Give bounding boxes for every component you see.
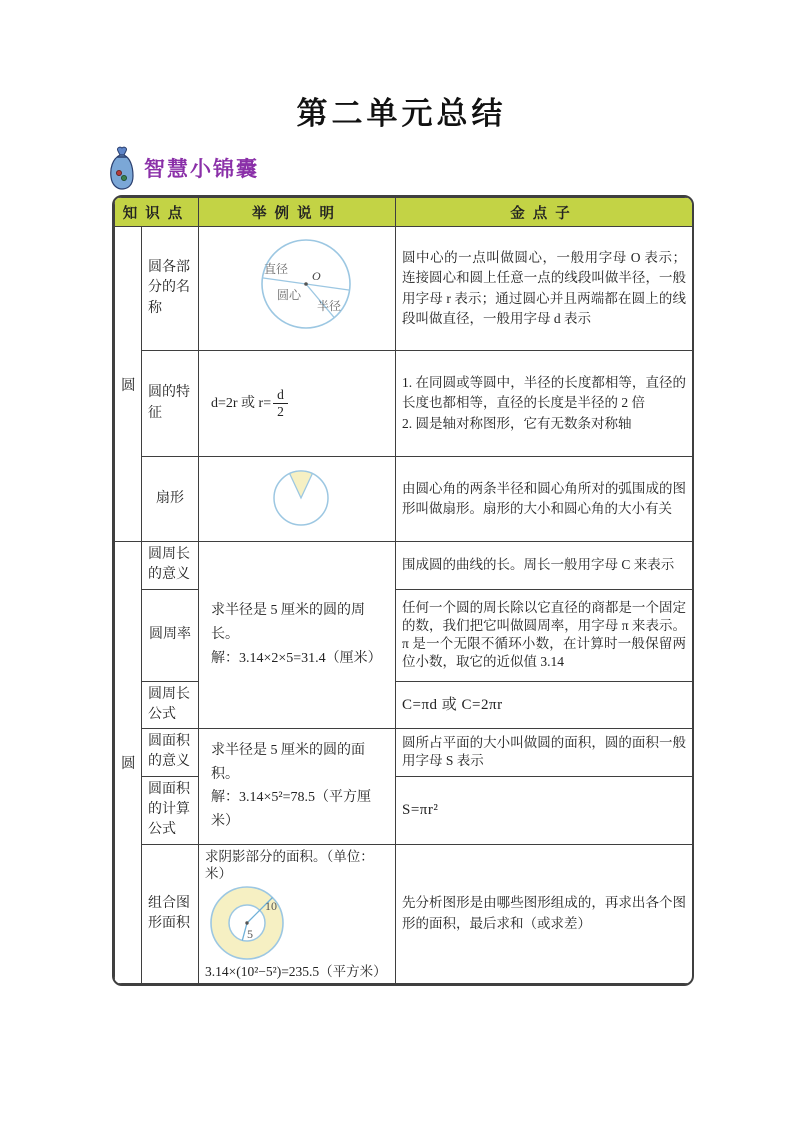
- tip-circle-feature: [396, 351, 693, 457]
- sector-shape: [290, 471, 313, 498]
- sector-diagram: [205, 460, 395, 533]
- tip-area-meaning: 圆所占平面的大小叫做圆的面积，圆的面积一般用字母 S 表示: [396, 729, 693, 777]
- tip-composite: 先分析图形是由哪些图形组成的，再求出各个图形的面积，最后求和（或求差）: [396, 844, 693, 984]
- group-circle-1: 圆: [115, 227, 142, 542]
- example-circle-feature: [199, 351, 396, 457]
- badge-label: 智慧小锦囊: [144, 158, 259, 181]
- annulus-diagram: [205, 884, 315, 962]
- topic-circle-parts: 圆各部分的名称: [142, 227, 199, 351]
- topic-circumference-meaning: 圆周长的意义: [142, 542, 199, 590]
- circle-parts-diagram-cell: [199, 227, 396, 351]
- feature-formula-left: d=2r 或 r=: [211, 395, 272, 411]
- tip-circle-feature-line1: 1. 在同圆或等圆中，半径的长度都相等，直径的长度也都相等，直径的长度是半径的 2 倍: [402, 375, 686, 411]
- wisdom-pouch-icon: [108, 145, 136, 191]
- feature-formula-fraction: [273, 388, 288, 419]
- fraction-denominator: 2: [273, 403, 288, 419]
- col-header-tips: 金点子: [396, 198, 693, 227]
- tip-circle-feature-line2: 2. 圆是轴对称图形，它有无数条对称轴: [402, 415, 632, 431]
- origin-label: O: [312, 269, 321, 283]
- outer-radius-label: 10: [265, 898, 277, 913]
- topic-circumference-formula: 圆周长公式: [142, 681, 199, 729]
- radius-label: 半径: [316, 299, 342, 313]
- topic-composite: 组合图形面积: [142, 844, 199, 984]
- diameter-label: 直径: [263, 262, 289, 276]
- topic-sector: 扇形: [142, 457, 199, 542]
- example-composite: [199, 844, 396, 984]
- example-area: [199, 729, 396, 844]
- sector-diagram-cell: [199, 457, 396, 542]
- tip-sector: 由圆心角的两条半径和圆心角所对的弧围成的图形叫做扇形。扇形的大小和圆心角的大小有关: [396, 457, 693, 542]
- topic-area-meaning: 圆面积的意义: [142, 729, 199, 777]
- example-circumference: [199, 542, 396, 729]
- circle-parts-diagram: [205, 230, 395, 342]
- example-area-line1: 求半径是 5 厘米的圆的面积。: [211, 742, 365, 782]
- example-area-line2: 解：3.14×5²=78.5（平方厘米）: [211, 790, 371, 830]
- wisdom-badge: [108, 146, 259, 190]
- inner-radius-label: 5: [247, 926, 253, 941]
- example-composite-solution: 3.14×(10²−5²)=235.5（平方米）: [205, 963, 387, 979]
- center-label: 圆心: [276, 288, 302, 302]
- example-circumference-line2: 解：3.14×2×5=31.4（厘米）: [211, 650, 382, 666]
- col-header-example: 举例说明: [199, 198, 396, 227]
- topic-area-formula: 圆面积的计算公式: [142, 776, 199, 844]
- annulus-center-dot: [245, 921, 248, 924]
- tip-area-formula: S=πr²: [396, 776, 693, 844]
- fraction-numerator: d: [277, 386, 284, 402]
- example-composite-title: 求阴影部分的面积。（单位：米）: [205, 848, 374, 882]
- page-title: 第二单元总结: [296, 96, 507, 131]
- topic-pi: 圆周率: [142, 589, 199, 681]
- tip-circumference-meaning: 围成圆的曲线的长。周长一般用字母 C 来表示: [396, 542, 693, 590]
- center-dot: [304, 282, 308, 286]
- tip-pi: 任何一个圆的周长除以它直径的商都是一个固定的数，我们把它叫做圆周率，用字母 π 来表示。π 是一个无限不循环小数，在计算时一般保留两位小数，取它的近似值 3.14: [396, 589, 693, 681]
- example-circumference-line1: 求半径是 5 厘米的圆的周长。: [211, 603, 365, 643]
- tip-circle-parts: 圆中心的一点叫做圆心，一般用字母 O 表示；连接圆心和圆上任意一点的线段叫做半径，一般用字母 r 表示；通过圆心并且两端都在圆上的线段叫做直径，一般用字母 d 表示: [396, 227, 693, 351]
- summary-table: [112, 195, 694, 986]
- group-circle-2: 圆: [115, 542, 142, 984]
- tip-circumference-formula: C=πd 或 C=2πr: [396, 681, 693, 729]
- col-header-knowledge: 知识点: [115, 198, 199, 227]
- topic-circle-feature: 圆的特征: [142, 351, 199, 457]
